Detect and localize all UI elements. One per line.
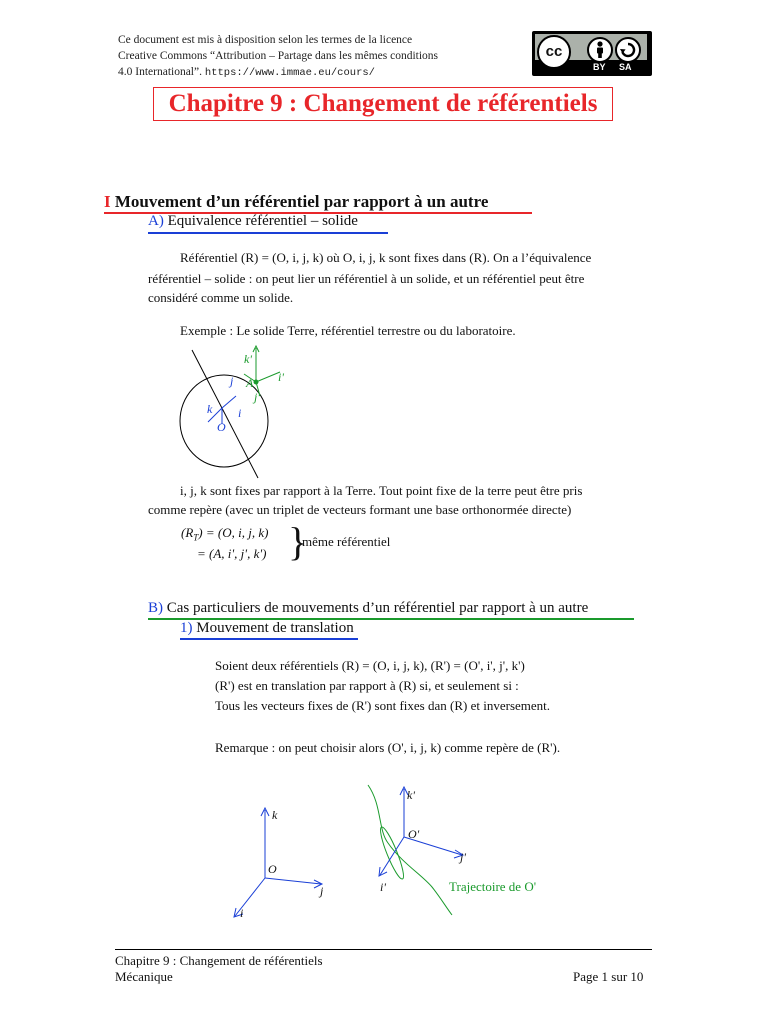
para3-line1: Soient deux référentiels (R) = (O, i, j, k), (R') = (O', i', j', k') bbox=[215, 658, 525, 673]
cc-by-sa-badge bbox=[532, 31, 652, 76]
chapter-title: Chapitre 9 : Changement de référentiels bbox=[168, 90, 598, 117]
translation-trajectory-figure bbox=[360, 775, 540, 920]
license-line-3 bbox=[118, 64, 498, 81]
fig2-j-label: j bbox=[320, 884, 324, 898]
subsection-B1-underline bbox=[180, 638, 358, 640]
sa-label: SA bbox=[619, 62, 632, 72]
by-label: BY bbox=[593, 62, 606, 72]
fig2-k-label: k bbox=[272, 808, 278, 822]
footer-subject: Mécanique bbox=[115, 969, 173, 984]
para1-line3: considéré comme un solide. bbox=[148, 290, 294, 305]
by-person-icon bbox=[587, 37, 613, 63]
equation-line2: = (A, i', j', k') bbox=[197, 546, 267, 561]
remark-text: Remarque : on peut choisir alors (O', i, j, k) comme repère de (R'). bbox=[215, 740, 561, 755]
license-line-2: Creative Commons “Attribution – Partage dans les mêmes conditions bbox=[118, 50, 439, 62]
cc-logo-icon: cc bbox=[537, 35, 571, 69]
license-line-1: Ce document est mis à disposition selon les termes de la licence bbox=[118, 34, 413, 46]
fig2-i-label: i bbox=[240, 906, 244, 920]
license-url-link[interactable]: https://www.immae.eu/cours/ bbox=[204, 67, 375, 79]
subsection-B1-heading bbox=[180, 620, 354, 637]
subsection-A-underline bbox=[148, 232, 388, 234]
fig2-O-label: O bbox=[268, 862, 277, 876]
footer-page-number: Page 1 sur 10 bbox=[573, 969, 644, 984]
para3-line3: Tous les vecteurs fixes de (R') sont fixes dan (R) et inversement. bbox=[215, 698, 551, 713]
fig3-O-prime-label: O' bbox=[408, 827, 420, 841]
example-text: Exemple : Le solide Terre, référentiel terrestre ou du laboratoire. bbox=[180, 323, 516, 338]
fig3-i-prime-label: i' bbox=[380, 880, 386, 894]
share-alike-icon bbox=[615, 37, 641, 63]
fig1-j-prime-label: j' bbox=[254, 390, 260, 404]
fig1-i-label: i bbox=[238, 406, 242, 420]
fig1-A-label: A bbox=[246, 376, 254, 390]
subsection-B-title: Cas particuliers de mouvements d’un référentiel par rapport à un autre bbox=[166, 600, 589, 616]
license-notice bbox=[118, 32, 498, 81]
fig1-k-prime-label: k' bbox=[244, 352, 252, 366]
subsection-A-title: Equivalence référentiel – solide bbox=[167, 213, 358, 229]
para2-line1: i, j, k sont fixes par rapport à la Terre. Tout point fixe de la terre peut être pris bbox=[180, 483, 583, 498]
para1-line1: Référentiel (R) = (O, i, j, k) où O, i, j, k sont fixes dans (R). On a l’équivalence bbox=[180, 250, 592, 265]
subsection-B1-number: 1) bbox=[180, 620, 193, 636]
subsection-A-heading bbox=[148, 213, 358, 230]
chapter-title-box bbox=[153, 87, 613, 121]
footer-divider bbox=[115, 949, 652, 950]
equation-line1: $(R_T) = (O$, i, j, k) bbox=[181, 525, 269, 543]
section-I-number: I bbox=[104, 192, 111, 211]
section-I-title: Mouvement d’un référentiel par rapport à un autre bbox=[114, 192, 489, 211]
para1-line2: référentiel – solide : on peut lier un référentiel à un solide, et un référentiel peut être bbox=[148, 271, 585, 286]
para3-line2: (R') est en translation par rapport à (R) si, et seulement si : bbox=[215, 678, 519, 693]
subsection-B1-title: Mouvement de translation bbox=[196, 620, 354, 636]
fig3-j-prime-label: j' bbox=[460, 850, 466, 864]
section-I-heading bbox=[104, 192, 488, 212]
fig1-k-label: k bbox=[207, 402, 213, 416]
para2-line2: comme repère (avec un triplet de vecteurs formant une base orthonormée directe) bbox=[148, 502, 572, 517]
fig1-j-label: j bbox=[230, 374, 234, 388]
fig1-i-prime-label: i' bbox=[278, 370, 284, 384]
subsection-B-number: B) bbox=[148, 600, 163, 616]
license-line-3-text: 4.0 International”. bbox=[118, 66, 202, 78]
subsection-A-number: A) bbox=[148, 213, 164, 229]
trajectory-label: Trajectoire de O' bbox=[449, 879, 537, 894]
fig3-k-prime-label: k' bbox=[407, 788, 415, 802]
subsection-B-heading bbox=[148, 600, 588, 617]
footer-chapter: Chapitre 9 : Changement de référentiels bbox=[115, 953, 323, 968]
equation-label: même référentiel bbox=[302, 534, 391, 549]
fig1-O-label: O bbox=[217, 420, 226, 434]
equation-brace: } bbox=[288, 519, 308, 564]
